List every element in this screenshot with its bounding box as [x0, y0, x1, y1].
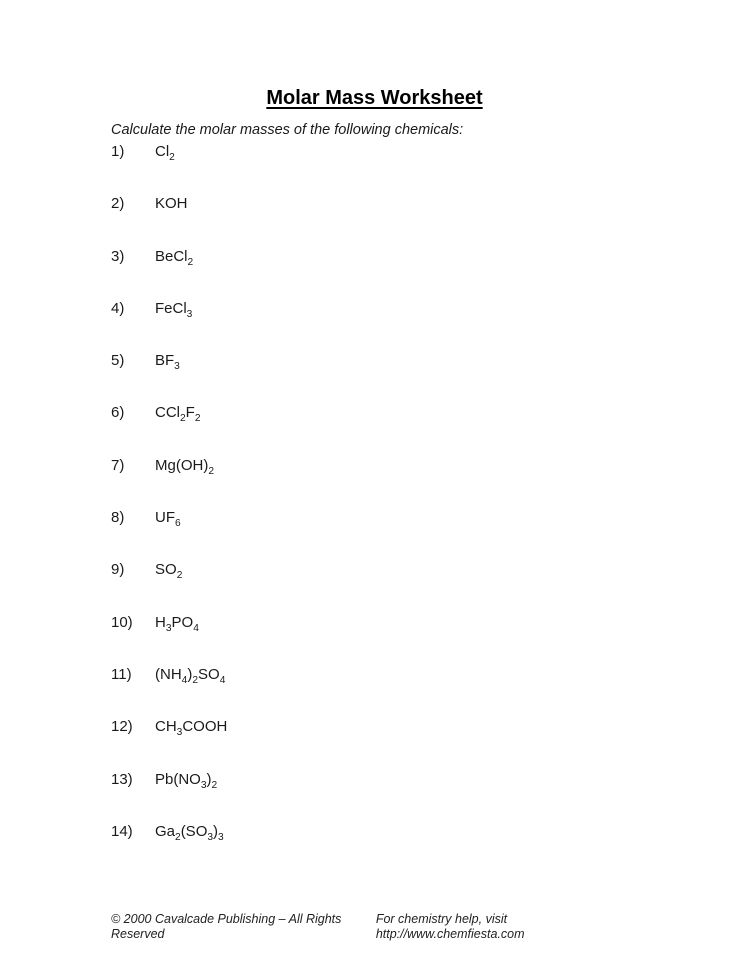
item-number: 11) — [111, 665, 132, 683]
item-formula: $H_3PO_4$ — [155, 613, 199, 634]
item-formula: $CH_3COOH$ — [155, 718, 228, 739]
item-number: 5) — [111, 352, 125, 370]
list-item — [111, 562, 689, 614]
item-number: 6) — [111, 404, 125, 422]
item-formula: $UF_6$ — [155, 509, 181, 530]
item-formula: $Cl_2$ — [155, 143, 175, 163]
footer-copyright: © 2000 Cavalcade Publishing – All Rights Reserved — [111, 912, 342, 941]
list-item — [111, 510, 689, 562]
item-formula: $Ga_2(SO_3)_3$ — [155, 822, 224, 843]
worksheet-items — [111, 144, 689, 876]
item-number: 7) — [111, 456, 125, 474]
item-formula: $SO_2$ — [155, 561, 183, 582]
list-item — [111, 615, 689, 667]
item-number: 8) — [111, 509, 125, 527]
list-item — [111, 196, 689, 248]
item-number: 9) — [111, 561, 125, 579]
item-formula: $BF_3$ — [155, 352, 180, 373]
footer-help-text: For chemistry help, visit http://www.chemfiesta.com — [375, 912, 525, 941]
item-number: 12) — [111, 718, 133, 736]
list-item — [111, 719, 689, 771]
page-footer — [111, 912, 637, 942]
page-title: Molar Mass Worksheet — [266, 87, 483, 109]
item-number: 10) — [111, 613, 133, 631]
item-formula: BeCl$_2$ — [155, 247, 194, 268]
item-formula: $CCl_2F_2$ — [155, 404, 201, 425]
list-item — [111, 405, 689, 457]
list-item — [111, 458, 689, 510]
item-formula: KOH — [155, 195, 188, 213]
worksheet-instruction: Calculate the molar masses of the following chemicals: — [111, 122, 464, 138]
list-item — [111, 824, 689, 876]
list-item — [111, 301, 689, 353]
item-number: 1) — [111, 143, 125, 160]
list-item — [111, 249, 689, 301]
list-item — [111, 667, 689, 719]
item-formula: FeCl$_3$ — [155, 299, 193, 320]
item-number: 3) — [111, 247, 125, 265]
item-number: 14) — [111, 822, 133, 840]
item-number: 13) — [111, 770, 133, 788]
list-item — [111, 144, 689, 196]
item-formula: $Pb(NO_3)_2$ — [155, 770, 218, 791]
list-item — [111, 772, 689, 824]
item-formula: $(NH_4)_2SO_4$ — [155, 665, 226, 686]
item-number: 4) — [111, 299, 125, 317]
list-item — [111, 353, 689, 405]
item-number: 2) — [111, 195, 125, 213]
item-formula: $Mg(OH)_2$ — [155, 456, 214, 477]
